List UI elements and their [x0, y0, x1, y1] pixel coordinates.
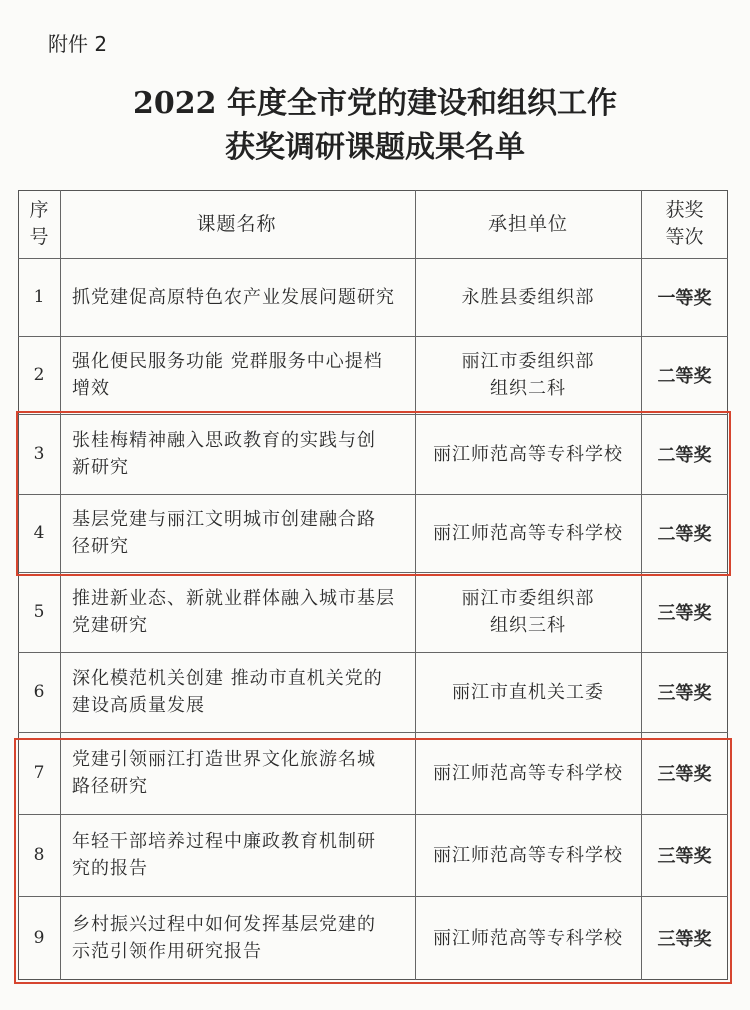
- table-row: [18, 258, 728, 336]
- highlight-box-rows-3-4: [16, 411, 731, 576]
- row-divider: [18, 258, 728, 259]
- highlight-box-rows-7-9: [14, 738, 732, 984]
- table-row: [18, 652, 728, 732]
- row-num: 5: [33, 602, 45, 622]
- row-num: 6: [33, 682, 45, 702]
- row-topic: 抓党建促高原特色农产业发展问题研究: [72, 286, 395, 308]
- award-table: [18, 190, 728, 980]
- row-prize: 二等奖: [657, 524, 712, 545]
- row-topic: 党建引领丽江打造世界文化旅游名城 路径研究: [72, 749, 376, 797]
- table-row: [18, 336, 728, 414]
- row-prize: 一等奖: [657, 288, 712, 309]
- row-num: 8: [33, 845, 45, 865]
- row-unit: 丽江师范高等专科学校: [433, 762, 623, 784]
- row-unit: 丽江师范高等专科学校: [433, 927, 623, 949]
- row-num: 9: [33, 928, 45, 948]
- row-unit: 丽江市直机关工委: [452, 681, 604, 703]
- row-num: 4: [33, 523, 45, 543]
- row-topic: 基层党建与丽江文明城市创建融合路 径研究: [72, 509, 376, 557]
- attachment-label: 附件 2: [48, 32, 108, 56]
- row-prize: 三等奖: [657, 683, 712, 704]
- row-topic: 推进新业态、新就业群体融入城市基层 党建研究: [72, 588, 395, 636]
- row-num: 7: [33, 763, 45, 783]
- row-num: 2: [33, 365, 45, 385]
- row-divider: [18, 336, 728, 337]
- row-divider: [18, 732, 728, 733]
- row-prize: 三等奖: [657, 846, 712, 867]
- header-name: 课题名称: [196, 212, 277, 235]
- header-num: 序 号: [29, 199, 49, 248]
- header-unit: 承担单位: [487, 212, 568, 235]
- row-topic: 张桂梅精神融入思政教育的实践与创 新研究: [72, 430, 376, 478]
- row-divider: [18, 652, 728, 653]
- row-topic: 乡村振兴过程中如何发挥基层党建的 示范引领作用研究报告: [72, 914, 376, 962]
- row-prize: 三等奖: [657, 603, 712, 624]
- row-unit: 丽江市委组织部 组织二科: [461, 351, 595, 399]
- table-header-row: [18, 190, 728, 258]
- row-prize: 三等奖: [657, 929, 712, 950]
- document-title-line-2: 获奖调研课题成果名单: [225, 130, 525, 165]
- row-topic: 深化模范机关创建 推动市直机关党的 建设高质量发展: [72, 668, 383, 716]
- document-title-line-1: 2022 年度全市党的建设和组织工作: [133, 86, 617, 121]
- row-unit: 永胜县委组织部: [461, 286, 595, 308]
- row-topic: 年轻干部培养过程中廉政教育机制研 究的报告: [72, 831, 376, 879]
- row-prize: 二等奖: [657, 366, 712, 387]
- row-prize: 三等奖: [657, 764, 712, 785]
- row-unit: 丽江市委组织部 组织三科: [461, 588, 595, 636]
- row-unit: 丽江师范高等专科学校: [433, 844, 623, 866]
- row-num: 1: [33, 287, 45, 307]
- row-unit: 丽江师范高等专科学校: [433, 522, 623, 544]
- row-num: 3: [33, 444, 45, 464]
- table-row: [18, 572, 728, 652]
- row-unit: 丽江师范高等专科学校: [433, 443, 623, 465]
- row-topic: 强化便民服务功能 党群服务中心提档 增效: [72, 351, 383, 399]
- header-prize: 获奖 等次: [665, 199, 704, 248]
- row-prize: 二等奖: [657, 445, 712, 466]
